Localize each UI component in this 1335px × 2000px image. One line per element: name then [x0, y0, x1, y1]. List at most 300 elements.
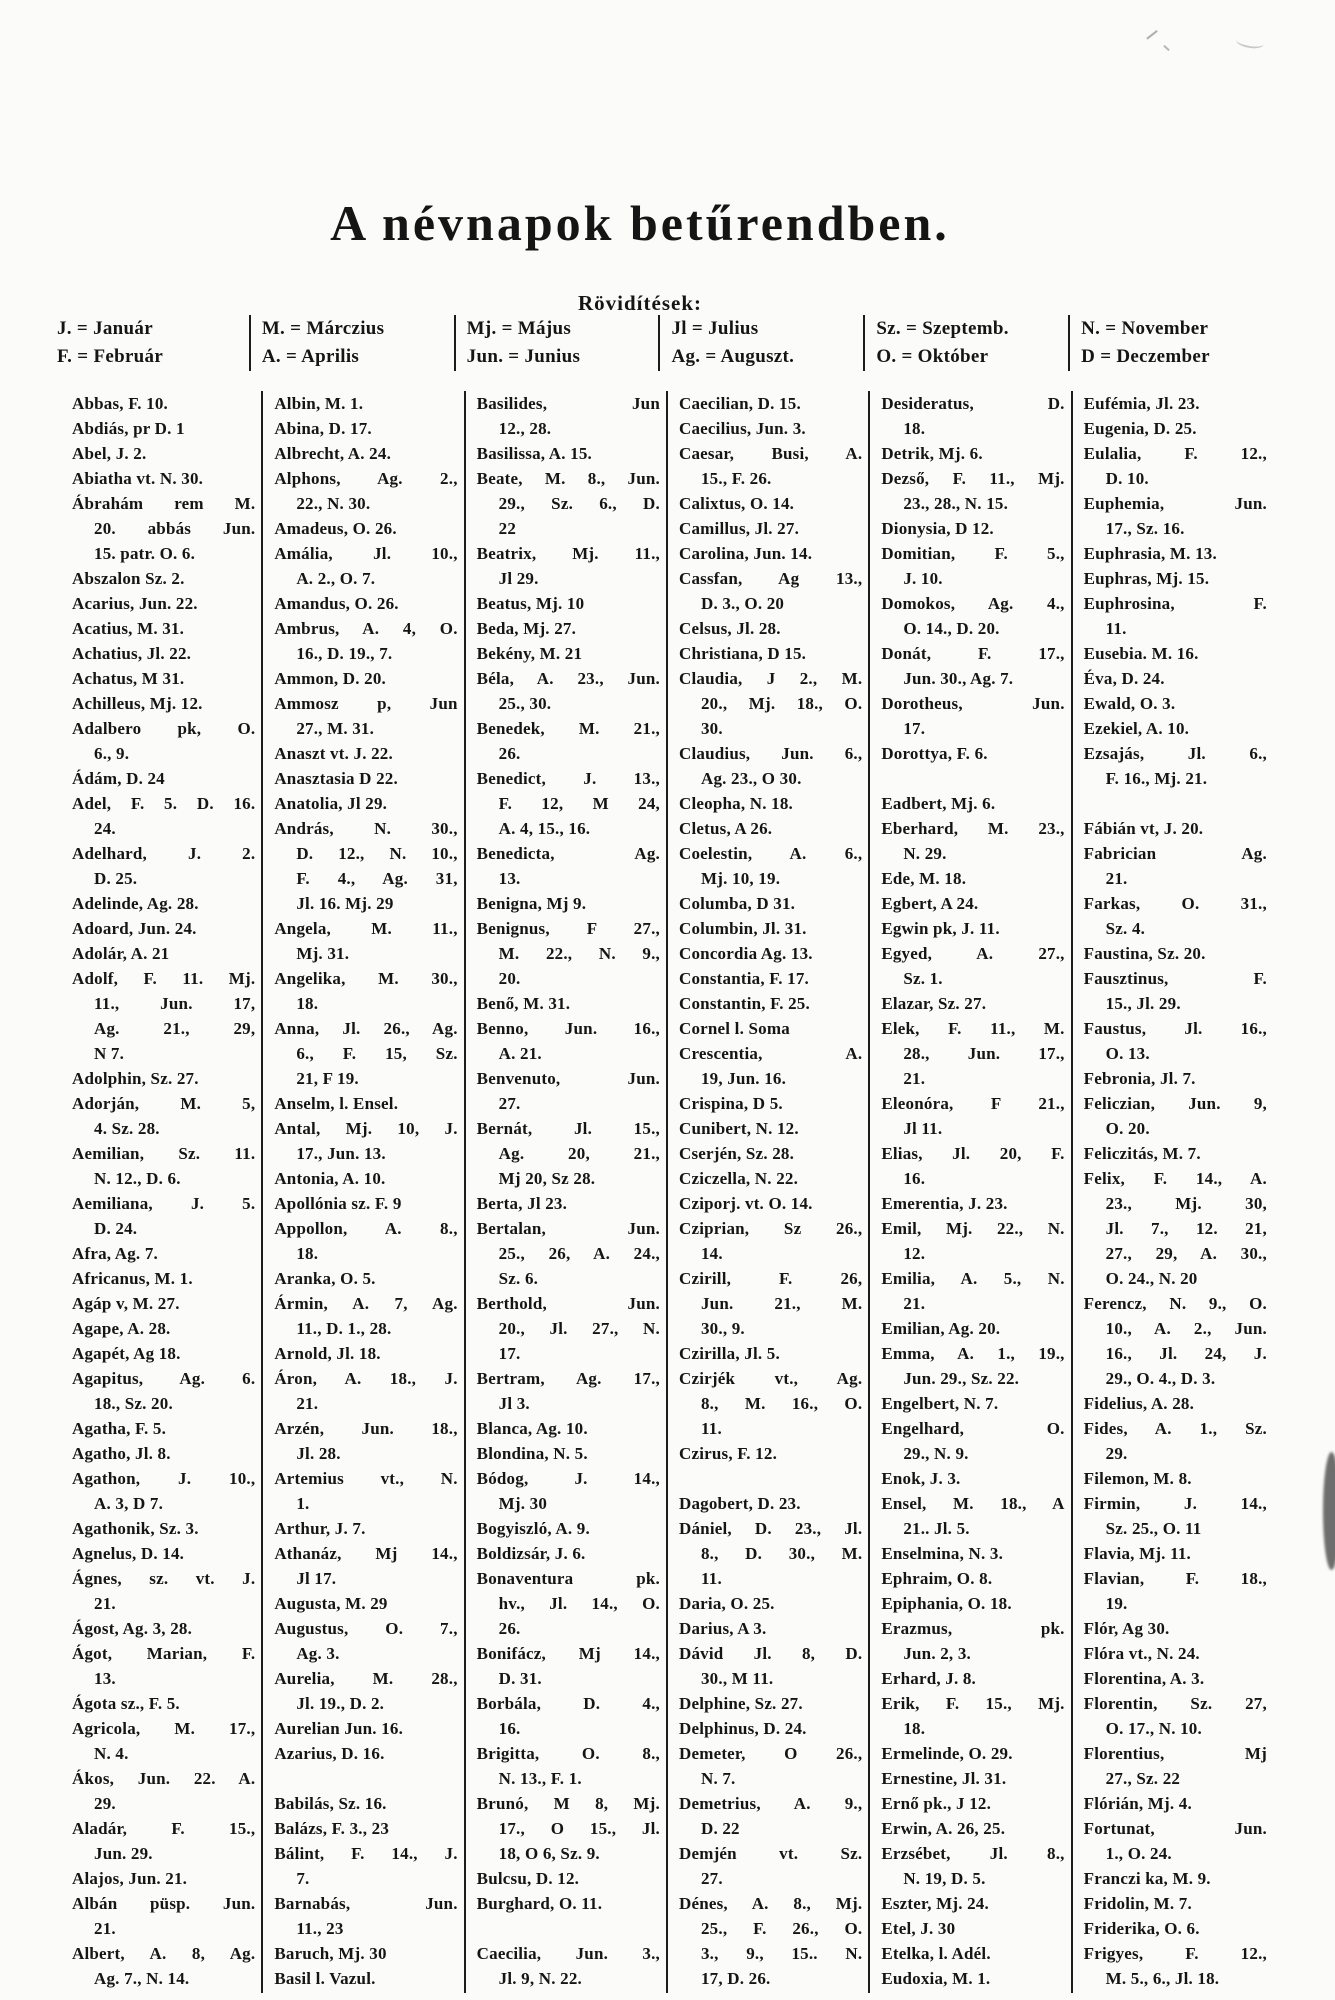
entry-line: Dániel, D. 23., Jl. — [678, 1519, 863, 1538]
entry-line: Eadbert, Mj. 6. — [881, 794, 996, 813]
entry-line: Cornel l. Soma — [678, 1019, 790, 1038]
entry-line: Ágnes, sz. vt. J. — [72, 1569, 256, 1588]
entry-line: Arthur, J. 7. — [274, 1519, 366, 1538]
entry-line: Aemiliana, J. 5. — [72, 1194, 256, 1213]
entry-line: Daria, O. 25. — [678, 1594, 775, 1613]
entry-line: Claudia, J 2., M. — [678, 669, 863, 688]
entry-line: Bogyiszló, A. 9. — [476, 1519, 590, 1538]
entry-line: Beatrix, Mj. 11., — [476, 544, 660, 563]
entry-line: Elek, F. 11., M. — [881, 1019, 1065, 1038]
entry-line: 4. Sz. 28. — [94, 1119, 160, 1138]
entry-line: 27. — [700, 1869, 723, 1888]
entry-line: Cziczella, N. 22. — [678, 1169, 799, 1188]
entry-line: Albrecht, A. 24. — [274, 444, 392, 463]
entry-line: N. 7. — [700, 1769, 736, 1788]
entry-line: Flavia, Mj. 11. — [1083, 1544, 1191, 1563]
entry-line: 21. — [94, 1919, 116, 1938]
entry-line: M. 5., 6., Jl. 18. — [1105, 1969, 1220, 1988]
columns — [57, 391, 1273, 1993]
entry-line: Sz. 6. — [498, 1269, 539, 1288]
entry-line: Ágost, Ag. 3, 28. — [72, 1619, 193, 1638]
entry-line: Egbert, A 24. — [881, 894, 979, 913]
entry-line: Agathonik, Sz. 3. — [72, 1519, 199, 1538]
entry-line: Etel, J. 30 — [881, 1919, 956, 1938]
entry-line: 10., A. 2., Jun. — [1105, 1319, 1267, 1338]
entry-line: Fides, A. 1., Sz. — [1083, 1419, 1267, 1438]
entry-line: Engelhard, O. — [881, 1419, 1065, 1438]
entry-line: Fidelius, A. 28. — [1083, 1394, 1195, 1413]
entry-line: Ernestine, Jl. 31. — [881, 1769, 1007, 1788]
entry-line: 17., O 15., Jl. — [498, 1819, 660, 1838]
entry-line: Abel, J. 2. — [72, 444, 147, 463]
entry-line: Adorján, M. 5, — [72, 1094, 256, 1113]
abbreviation-text: Jun. = Junius — [466, 346, 581, 367]
entry-line: Achatius, Jl. 22. — [72, 644, 192, 663]
entry-line: Abbas, F. 10. — [72, 394, 168, 413]
entry-line: Friderika, O. 6. — [1083, 1919, 1200, 1938]
entry-line: Faustus, Jl. 16., — [1083, 1019, 1267, 1038]
entry-line: Ammon, D. 20. — [274, 669, 387, 688]
entry-line: Albert, A. 8, Ag. — [72, 1944, 256, 1963]
entry-line: 8., M. 16., O. — [700, 1394, 863, 1413]
entry-line: Florentina, A. 3. — [1083, 1669, 1205, 1688]
entry-line: 20. abbás Jun. — [94, 519, 256, 538]
abbreviation-text: D = Deczember — [1081, 346, 1210, 367]
abbreviation-text: Sz. = Szeptemb. — [876, 318, 1009, 339]
entry-line: Eufémia, Jl. 23. — [1083, 394, 1200, 413]
entry-line: Adel, F. 5. D. 16. — [72, 794, 256, 813]
entry-line: Adolár, A. 21 — [72, 944, 170, 963]
entry-line: 25., 26, A. 24., — [498, 1244, 660, 1263]
entry-line: Donát, F. 17., — [881, 644, 1065, 663]
entry-line: Alajos, Jun. 21. — [72, 1869, 188, 1888]
entry-line: Eudoxia, M. 1. — [881, 1969, 991, 1988]
entry-line: Bulcsu, D. 12. — [476, 1869, 580, 1888]
entry-line: Bálint, F. 14., J. — [274, 1844, 458, 1863]
entry-line: Agatha, F. 5. — [72, 1419, 167, 1438]
entry-line: 21. — [94, 1594, 116, 1613]
group-gap — [477, 1916, 660, 1941]
entry-line: Faustina, Sz. 20. — [1083, 944, 1206, 963]
entry-line: Fausztinus, F. — [1083, 969, 1267, 988]
entry-line: A. 2., O. 7. — [296, 569, 376, 588]
entry-line: Basil l. Vazul. — [274, 1969, 376, 1988]
entry-line: Dezső, F. 11., Mj. — [881, 469, 1065, 488]
entry-line: O. 13. — [1105, 1044, 1150, 1063]
entry-line: 17., Jun. 13. — [296, 1144, 386, 1163]
entry-line: András, N. 30., — [274, 819, 458, 838]
abbreviation-cell — [863, 315, 1068, 371]
entry-line: 21.. Jl. 5. — [903, 1519, 970, 1538]
entry-line: 30., M 11. — [700, 1669, 774, 1688]
entry-line: 11. — [700, 1569, 722, 1588]
entry-line: Delphinus, D. 24. — [678, 1719, 807, 1738]
entry-line: Cunibert, N. 12. — [678, 1119, 799, 1138]
entry-line: Benő, M. 31. — [476, 994, 571, 1013]
entry-line: Elazar, Sz. 27. — [881, 994, 987, 1013]
entry-line: A. 21. — [498, 1044, 542, 1063]
entry-line: 11. — [700, 1419, 722, 1438]
entry-line: Eleonóra, F 21., — [881, 1094, 1065, 1113]
entry-line: 21. — [903, 1069, 926, 1088]
entry-line: Agáp v, M. 27. — [72, 1294, 180, 1313]
entry-line: N 7. — [94, 1044, 125, 1063]
entry-line: Celsus, Jl. 28. — [678, 619, 781, 638]
entry-line: Abina, D. 17. — [274, 419, 372, 438]
entry-line: Frigyes, F. 12., — [1083, 1944, 1267, 1963]
entry-line: Eberhard, M. 23., — [881, 819, 1065, 838]
entry-line: Carolina, Jun. 14. — [678, 544, 813, 563]
entry-line: Acarius, Jun. 22. — [72, 594, 198, 613]
group-gap — [1084, 791, 1267, 816]
entry-line: 11., 23 — [296, 1919, 344, 1938]
entry-line: 18., Sz. 20. — [94, 1394, 173, 1413]
entry-line: Czirill, F. 26, — [678, 1269, 863, 1288]
entry-line: Arnold, Jl. 18. — [274, 1344, 381, 1363]
entry-line: Darius, A 3. — [678, 1619, 767, 1638]
entry-line: Cserjén, Sz. 28. — [678, 1144, 795, 1163]
entry-line: Béla, A. 23., Jun. — [476, 669, 660, 688]
entry-line: Columbin, Jl. 31. — [678, 919, 807, 938]
abbreviation-text: M. = Márczius — [261, 318, 385, 339]
entry-line: F. 4., Ag. 31, — [296, 869, 458, 888]
entry-line: Berta, Jl 23. — [476, 1194, 568, 1213]
entry-line: Elias, Jl. 20, F. — [881, 1144, 1065, 1163]
entry-line: Appollon, A. 8., — [274, 1219, 458, 1238]
entry-line: Beda, Mj. 27. — [476, 619, 577, 638]
entry-line: 18. — [903, 1719, 926, 1738]
entry-line: Ag. 3. — [296, 1644, 340, 1663]
entry-line: Febronia, Jl. 7. — [1083, 1069, 1196, 1088]
entry-line: Feliczian, Jun. 9, — [1083, 1094, 1267, 1113]
name-column — [464, 391, 666, 1993]
entry-line: 30., 9. — [700, 1319, 745, 1338]
entry-line: Cassfan, Ag 13., — [678, 569, 863, 588]
abbreviations-row — [57, 315, 1273, 371]
entry-line: Columba, D 31. — [678, 894, 796, 913]
abbreviation-text: J. = Január — [57, 318, 153, 339]
entry-line: Amandus, O. 26. — [274, 594, 399, 613]
entry-line: Jl 3. — [498, 1394, 530, 1413]
entry-line: Ambrus, A. 4, O. — [274, 619, 458, 638]
entry-line: 29., O. 4., D. 3. — [1105, 1369, 1216, 1388]
entry-line: Anaszt vt. J. 22. — [274, 744, 393, 763]
entry-line: Africanus, M. 1. — [72, 1269, 193, 1288]
entry-line: Eusebia. M. 16. — [1083, 644, 1199, 663]
entry-line: Florentius, Mj — [1083, 1744, 1267, 1763]
page-title: A névnapok betűrendben. — [330, 195, 950, 251]
entry-line: Sz. 4. — [1105, 919, 1146, 938]
entry-line: Jun. 29. — [94, 1844, 153, 1863]
entry-line: Balázs, F. 3., 23 — [274, 1819, 390, 1838]
entry-line: Jl. 7., 12. 21, — [1105, 1219, 1267, 1238]
entry-line: Agapitus, Ag. 6. — [72, 1369, 256, 1388]
entry-line: Ensel, M. 18., A — [881, 1494, 1065, 1513]
entry-line: 12., 28. — [498, 419, 552, 438]
entry-line: 21. — [296, 1394, 319, 1413]
entry-line: Amadeus, O. 26. — [274, 519, 397, 538]
entry-line: Antonia, A. 10. — [274, 1169, 386, 1188]
entry-line: Ewald, O. 3. — [1083, 694, 1176, 713]
entry-line: Bonaventura pk. — [476, 1569, 660, 1588]
entry-line: Crispina, D 5. — [678, 1094, 783, 1113]
entry-line: Agricola, M. 17., — [72, 1719, 256, 1738]
entry-line: Jun. 30., Ag. 7. — [903, 669, 1014, 688]
entry-line: N. 12., D. 6. — [94, 1169, 181, 1188]
entry-line: Barnabás, Jun. — [274, 1894, 458, 1913]
entry-line: Erwin, A. 26, 25. — [881, 1819, 1006, 1838]
entry-line: Apollónia sz. F. 9 — [274, 1194, 402, 1213]
name-column — [666, 391, 868, 1993]
entry-line: Mj. 31. — [296, 944, 350, 963]
entry-line: Czirilla, Jl. 5. — [678, 1344, 780, 1363]
entry-line: 20., Mj. 18., O. — [700, 694, 863, 713]
entry-line: Emilian, Ag. 20. — [881, 1319, 1001, 1338]
entry-line: Ernő pk., J 12. — [881, 1794, 992, 1813]
entry-line: Benignus, F 27., — [476, 919, 660, 938]
entry-line: Concordia Ag. 13. — [678, 944, 813, 963]
entry-line: 20. — [498, 969, 521, 988]
entry-line: Jun. 29., Sz. 22. — [903, 1369, 1020, 1388]
entry-line: Ermelinde, O. 29. — [881, 1744, 1013, 1763]
entry-line: Cziporj. vt. O. 14. — [678, 1194, 813, 1213]
entry-line: Caesar, Busi, A. — [678, 444, 863, 463]
entry-line: Agathon, J. 10., — [72, 1469, 256, 1488]
entry-line: Ephraim, O. 8. — [881, 1569, 993, 1588]
entry-line: D. 24. — [94, 1219, 138, 1238]
entry-line: 14. — [700, 1244, 723, 1263]
entry-line: Egyed, A. 27., — [881, 944, 1065, 963]
entry-line: 27. — [498, 1094, 521, 1113]
entry-line: Caecilian, D. 15. — [678, 394, 801, 413]
entry-line: Emerentia, J. 23. — [881, 1194, 1008, 1213]
entry-line: Coelestin, A. 6., — [678, 844, 863, 863]
entry-line: Desideratus, D. — [881, 394, 1065, 413]
name-column — [57, 391, 261, 1993]
entry-line: 16., D. 19., 7. — [296, 644, 393, 663]
entry-line: 17. — [903, 719, 926, 738]
abbreviation-text: Ag. = Auguszt. — [671, 346, 795, 367]
entry-line: 29. — [94, 1794, 116, 1813]
entry-line: Demeter, O 26., — [678, 1744, 863, 1763]
entry-line: Baruch, Mj. 30 — [274, 1944, 387, 1963]
entry-line: Ammosz p, Jun — [274, 694, 458, 713]
entry-line: Albin, M. 1. — [274, 394, 364, 413]
abbreviation-text: F. = Február — [57, 346, 164, 367]
entry-line: Ag. 20, 21., — [498, 1144, 660, 1163]
entry-line: Camillus, Jl. 27. — [678, 519, 800, 538]
entry-line: Ede, M. 18. — [881, 869, 967, 888]
entry-line: 18. — [903, 419, 926, 438]
entry-line: Azarius, D. 16. — [274, 1744, 385, 1763]
entry-line: 21. — [903, 1294, 926, 1313]
entry-line: Feliczitás, M. 7. — [1083, 1144, 1201, 1163]
entry-line: A. 3, D 7. — [94, 1494, 164, 1513]
entry-line: 1., O. 24. — [1105, 1844, 1172, 1863]
entry-line: Euphemia, Jun. — [1083, 494, 1267, 513]
entry-line: Abiatha vt. N. 30. — [72, 469, 204, 488]
entry-line: Bekény, M. 21 — [476, 644, 583, 663]
entry-line: O. 17., N. 10. — [1105, 1719, 1202, 1738]
entry-line: Detrik, Mj. 6. — [881, 444, 983, 463]
entry-line: Bódog, J. 14., — [476, 1469, 660, 1488]
entry-line: F. 12, M 24, — [498, 794, 660, 813]
entry-line: Firmin, J. 14., — [1083, 1494, 1267, 1513]
entry-line: Bertram, Ag. 17., — [476, 1369, 660, 1388]
entry-line: Albán püsp. Jun. — [72, 1894, 256, 1913]
entry-line: Boldizsár, J. 6. — [476, 1544, 586, 1563]
entry-line: Mj. 10, 19. — [700, 869, 781, 888]
name-column — [868, 391, 1070, 1993]
entry-line: Erazmus, pk. — [881, 1619, 1065, 1638]
entry-line: Czirus, F. 12. — [678, 1444, 778, 1463]
entry-line: Adelinde, Ag. 28. — [72, 894, 199, 913]
entry-line: Benedict, J. 13., — [476, 769, 660, 788]
entry-line: Sz. 25., O. 11 — [1105, 1519, 1202, 1538]
entry-line: Ádám, D. 24 — [72, 769, 165, 788]
entry-line: 16. — [903, 1169, 926, 1188]
entry-line: Delphine, Sz. 27. — [678, 1694, 803, 1713]
entry-line: Dénes, A. 8., Mj. — [678, 1894, 863, 1913]
entry-line: Emil, Mj. 22., N. — [881, 1219, 1065, 1238]
entry-line: 17, D. 26. — [700, 1969, 771, 1988]
entry-line: Eulalia, F. 12., — [1083, 444, 1267, 463]
entry-line: 24. — [94, 819, 116, 838]
entry-line: 27., M. 31. — [296, 719, 375, 738]
entry-line: Cleopha, N. 18. — [678, 794, 793, 813]
entry-line: Adoard, Jun. 24. — [72, 919, 197, 938]
entry-line: 27., Sz. 22 — [1105, 1769, 1181, 1788]
entry-line: 21. — [1105, 869, 1128, 888]
entry-line: Benvenuto, Jun. — [476, 1069, 660, 1088]
entry-line: Flóra vt., N. 24. — [1083, 1644, 1200, 1663]
entry-line: Caecilius, Jun. 3. — [678, 419, 806, 438]
entry-line: Agape, A. 28. — [72, 1319, 171, 1338]
entry-line: 23., Mj. 30, — [1105, 1194, 1267, 1213]
entry-line: Ábrahám rem M. — [72, 494, 256, 513]
entry-line: 29. — [1105, 1444, 1128, 1463]
entry-line: 13. — [94, 1669, 116, 1688]
entry-line: 23., 28., N. 15. — [903, 494, 1009, 513]
entry-line: Benno, Jun. 16., — [476, 1019, 660, 1038]
entry-line: Flavian, F. 18., — [1083, 1569, 1267, 1588]
entry-line: Afra, Ag. 7. — [72, 1244, 158, 1263]
entry-line: D. 31. — [498, 1669, 542, 1688]
entry-line: Jun. 21., M. — [700, 1294, 863, 1313]
entry-line: Claudius, Jun. 6., — [678, 744, 863, 763]
entry-line: Fridolin, M. 7. — [1083, 1894, 1192, 1913]
entry-line: Athanáz, Mj 14., — [274, 1544, 458, 1563]
entry-line: Adolphin, Sz. 27. — [72, 1069, 199, 1088]
entry-line: Cziprian, Sz 26., — [678, 1219, 863, 1238]
entry-line: 15., F. 26. — [700, 469, 772, 488]
abbreviation-cell — [57, 315, 249, 371]
entry-line: Benigna, Mj 9. — [476, 894, 587, 913]
scan-artifact-stroke — [1146, 30, 1162, 46]
entry-line: O. 14., D. 20. — [903, 619, 1000, 638]
entry-line: 3., 9., 15.. N. — [700, 1944, 863, 1963]
entry-line: D. 25. — [94, 869, 138, 888]
entry-line: D. 10. — [1105, 469, 1149, 488]
entry-line: Angelika, M. 30., — [274, 969, 458, 988]
entry-line: Epiphania, O. 18. — [881, 1594, 1012, 1613]
abbreviation-text: A. = Aprilis — [261, 346, 360, 367]
entry-line: N. 4. — [94, 1744, 129, 1763]
entry-line: Brigitta, O. 8., — [476, 1744, 660, 1763]
entry-line: Blanca, Ag. 10. — [476, 1419, 588, 1438]
entry-line: Czirjék vt., Ag. — [678, 1369, 863, 1388]
entry-line: Calixtus, O. 14. — [678, 494, 795, 513]
entry-line: 15. patr. O. 6. — [94, 544, 196, 563]
entry-line: Babilás, Sz. 16. — [274, 1794, 387, 1813]
entry-line: Erzsébet, Jl. 8., — [881, 1844, 1065, 1863]
entry-line: Basilissa, A. 15. — [476, 444, 593, 463]
entry-line: 13. — [498, 869, 521, 888]
entry-line: Benedicta, Ag. — [476, 844, 660, 863]
entry-line: Artemius vt., N. — [274, 1469, 458, 1488]
entry-line: 19, Jun. 16. — [700, 1069, 787, 1088]
entry-line: 12. — [903, 1244, 926, 1263]
entry-line: Etelka, l. Adél. — [881, 1944, 991, 1963]
entry-line: Aladár, F. 15., — [72, 1819, 256, 1838]
entry-line: Caecilia, Jun. 3., — [476, 1944, 660, 1963]
entry-line: Borbála, D. 4., — [476, 1694, 660, 1713]
entry-line: Augustus, O. 7., — [274, 1619, 458, 1638]
entry-line: 21, F 19. — [296, 1069, 359, 1088]
entry-line: Fabrician Ag. — [1083, 844, 1267, 863]
entry-line: Angela, M. 11., — [274, 919, 458, 938]
entry-line: Demjén vt. Sz. — [678, 1844, 863, 1863]
entry-line: 30. — [700, 719, 723, 738]
entry-line: 28., Jun. 17., — [903, 1044, 1065, 1063]
entry-line: D. 3., O. 20 — [700, 594, 785, 613]
entry-line: D. 22 — [700, 1819, 740, 1838]
entry-line: Anasztasia D 22. — [274, 769, 398, 788]
entry-line: Crescentia, A. — [678, 1044, 863, 1063]
entry-line: 29., N. 9. — [903, 1444, 969, 1463]
entry-line: Adelhard, J. 2. — [72, 844, 256, 863]
entry-line: Ag. 21., 29, — [94, 1019, 256, 1038]
entry-line: O. 20. — [1105, 1119, 1150, 1138]
entry-line: Dávid Jl. 8, D. — [678, 1644, 863, 1663]
entry-line: Achilleus, Mj. 12. — [72, 694, 203, 713]
entry-line: F. 16., Mj. 21. — [1105, 769, 1208, 788]
entry-line: Eszter, Mj. 24. — [881, 1894, 989, 1913]
entry-line: Farkas, O. 31., — [1083, 894, 1267, 913]
entry-line: 18, O 6, Sz. 9. — [498, 1844, 600, 1863]
entry-line: Constantin, F. 25. — [678, 994, 810, 1013]
abbreviations-heading: Rövidítések: — [578, 291, 702, 315]
entry-line: Abszalon Sz. 2. — [72, 569, 185, 588]
entry-line: Dorottya, F. 6. — [881, 744, 988, 763]
entry-line: Euphras, Mj. 15. — [1083, 569, 1210, 588]
entry-line: Benedek, M. 21., — [476, 719, 660, 738]
entry-line: N. 19, D. 5. — [903, 1869, 986, 1888]
entry-line: Bertalan, Jun. — [476, 1219, 660, 1238]
entry-line: Arzén, Jun. 18., — [274, 1419, 458, 1438]
entry-line: Áron, A. 18., J. — [274, 1369, 458, 1388]
entry-line: Beate, M. 8., Jun. — [476, 469, 660, 488]
entry-line: Alphons, Ag. 2., — [274, 469, 458, 488]
entry-line: 26. — [498, 744, 521, 763]
entry-line: 18. — [296, 1244, 319, 1263]
entry-line: Jl. 28. — [296, 1444, 341, 1463]
entry-line: hv., Jl. 14., O. — [498, 1594, 660, 1613]
entry-line: 20., Jl. 27., N. — [498, 1319, 660, 1338]
entry-line: Ákos, Jun. 22. A. — [72, 1769, 256, 1788]
scan-artifact-stroke — [1163, 45, 1170, 51]
entry-line: Aurelia, M. 28., — [274, 1669, 458, 1688]
